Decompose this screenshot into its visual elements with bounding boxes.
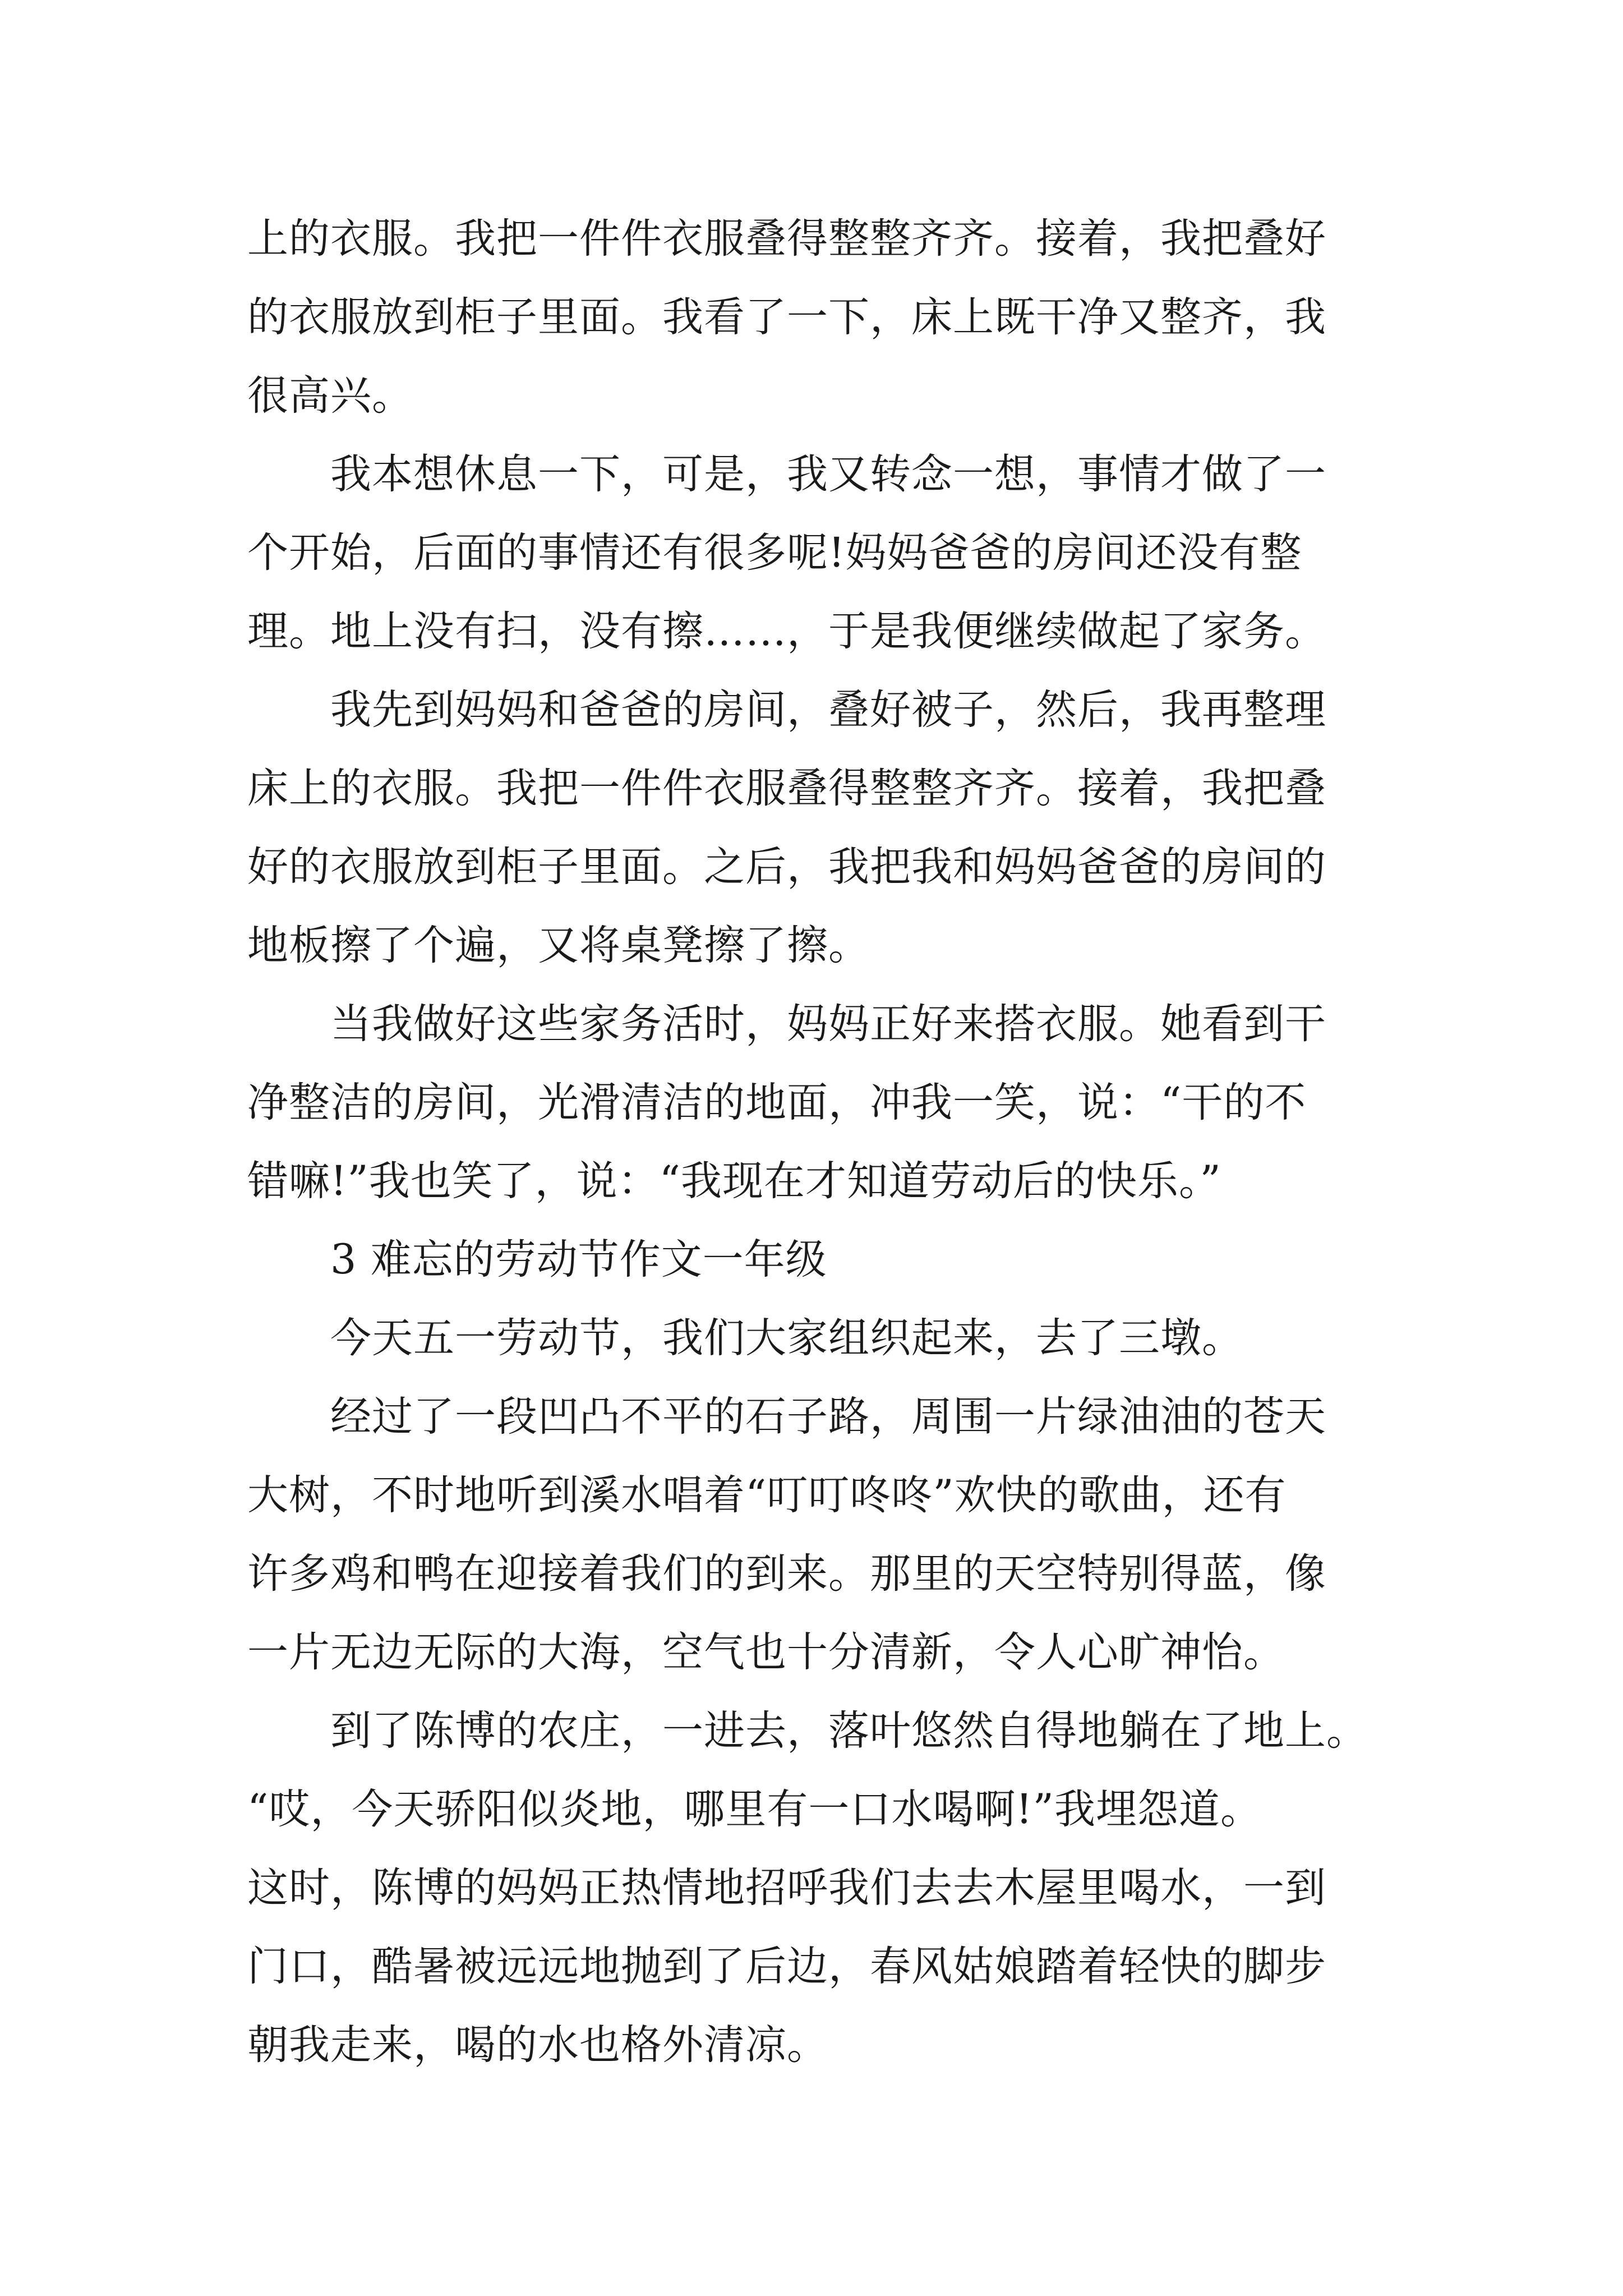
text-line: 经过了一段凹凸不平的石子路，周围一片绿油油的苍天 — [330, 1393, 1326, 1441]
paragraph — [247, 985, 1389, 1221]
text-line: 地板擦了个遍，又将桌凳擦了擦。 — [247, 922, 870, 969]
text-line: 我本想休息一下，可是，我又转念一想，事情才做了一 — [330, 450, 1326, 498]
paragraph — [247, 1221, 1389, 1299]
text-line: 朝我走来，喝的水也格外清凉。 — [247, 2021, 828, 2069]
text-line: 3 难忘的劳动节作文一年级 — [330, 1236, 827, 1283]
text-line: 净整洁的房间，光滑清洁的地面，冲我一笑，说：“干的不 — [247, 1079, 1307, 1126]
text-line: “哎，今天骄阳似炎地，哪里有一口水喝啊!”我埋怨道。 — [247, 1786, 1262, 1833]
text-line: 错嘛!”我也笑了，说：“我现在才知道劳动后的快乐。” — [247, 1157, 1221, 1205]
paragraph — [247, 1692, 1389, 2085]
paragraph — [247, 435, 1389, 671]
text-line: 大树，不时地听到溪水唱着“叮叮咚咚”欢快的歌曲，还有 — [247, 1471, 1287, 1519]
document-body — [247, 200, 1389, 2085]
text-line: 一片无边无际的大海，空气也十分清新，令人心旷神怡。 — [247, 1628, 1285, 1676]
paragraph — [247, 1299, 1389, 1378]
text-line: 上的衣服。我把一件件衣服叠得整整齐齐。接着，我把叠好 — [247, 215, 1326, 263]
text-line: 到了陈博的农庄，一进去，落叶悠然自得地躺在了地上。 — [330, 1707, 1368, 1755]
text-line: 我先到妈妈和爸爸的房间，叠好被子，然后，我再整理 — [330, 686, 1326, 734]
text-line: 的衣服放到柜子里面。我看了一下，床上既干净又整齐，我 — [247, 293, 1326, 341]
paragraph — [247, 200, 1389, 435]
paragraph — [247, 671, 1389, 985]
text-line: 许多鸡和鸭在迎接着我们的到来。那里的天空特别得蓝，像 — [247, 1550, 1326, 1598]
text-line: 今天五一劳动节，我们大家组织起来，去了三墩。 — [330, 1314, 1243, 1362]
paragraph — [247, 1378, 1389, 1692]
text-line: 理。地上没有扫，没有擦……，于是我便继续做起了家务。 — [247, 608, 1326, 655]
text-line: 门口，酷暑被远远地抛到了后边，春风姑娘踏着轻快的脚步 — [247, 1943, 1326, 1990]
text-line: 床上的衣服。我把一件件衣服叠得整整齐齐。接着，我把叠 — [247, 765, 1326, 812]
text-line: 这时，陈博的妈妈正热情地招呼我们去去木屋里喝水，一到 — [247, 1864, 1326, 1912]
text-line: 好的衣服放到柜子里面。之后，我把我和妈妈爸爸的房间的 — [247, 843, 1326, 891]
text-line: 很高兴。 — [247, 372, 413, 420]
text-line: 当我做好这些家务活时，妈妈正好来搭衣服。她看到干 — [330, 1000, 1326, 1048]
text-line: 个开始，后面的事情还有很多呢!妈妈爸爸的房间还没有整 — [247, 529, 1302, 577]
